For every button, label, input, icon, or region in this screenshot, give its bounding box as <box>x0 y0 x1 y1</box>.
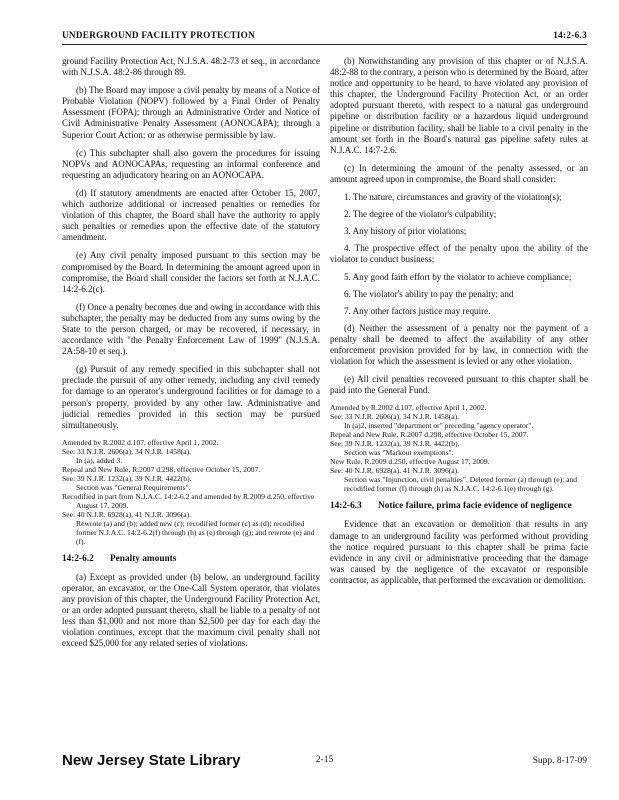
note-line: See: 33 N.J.R. 2606(a), 34 N.J.R. 1458(a). <box>62 446 192 456</box>
section-title: Notice failure, prima facie evidence of negligence <box>378 501 572 512</box>
paragraph: (a) Except as provided under (b) below, an underground facility operator, an excavator, or the One-Call System operator, that violates any provision of this chapter, the Underground Facility Protection Act, or an order adopted pursuant thereto, shall be liable to a penalty of not less than $1,000 and not more than $2,500 per day for each day the violation continues, except that the maximum civil penalty shall not exceed $25,000 for any related series of violations. <box>62 571 320 649</box>
paragraph: (b) The Board may impose a civil penalty by means of a Notice of Probable Violation (NOPV) followed by a Final Order of Penalty Assessment (FOPA); through an Administrative Order and Notice of Civil Administrative Penalty Assessment (AONOCAPA); through a Superior Court Action; or as otherwise permissible by law. <box>62 85 320 140</box>
paragraph: (g) Pursuit of any remedy specified in this subchapter shall not preclude the pursuit of any other remedy, including any civil remedy for damage to an operator's underground facilities or for damage to a person's property, provided by any other law. Administrative and judicial remedies provided in this section may be pursued simultaneously. <box>62 364 320 430</box>
paragraph: (f) Once a penalty becomes due and owing in accordance with this subchapter, the penalty may be deducted from any sums owing by the State to the person charged, or may be recovered, if necessary, in accordance with "the Penalty Enforcement Law of 1999" (N.J.S.A. 2A:58-10 et seq.). <box>62 301 320 357</box>
library-watermark: New Jersey State Library <box>62 752 241 769</box>
list-item: 5. Any good faith effort by the violator to achieve compliance; <box>344 271 572 282</box>
section-heading <box>330 501 588 512</box>
section-heading <box>62 554 320 565</box>
paragraph: (c) In determining the amount of the penalty assessed, or an amount agreed upon in compromise, the Board shall consider: <box>330 162 588 184</box>
note-line: Section was "General Requirements". <box>76 482 191 492</box>
header-rule <box>62 44 587 45</box>
paragraph: (e) Any civil penalty imposed pursuant to this section may be compromised by the Board. In determining the amount agreed upon in compromise, the Board shall consider the factors set forth at N.J.A.C. 14:2-6.2(c). <box>62 250 320 294</box>
paragraph: (d) Neither the assessment of a penalty nor the payment of a penalty shall be deemed to affect the availability of any other enforcement provision provided for by law, in connection with the violation for which the assessment is levied or any other violation. <box>330 322 588 367</box>
history-note <box>330 403 588 493</box>
paragraph: (b) Notwithstanding any provision of this chapter or of N.J.S.A. 48:2-88 to the contrary, a person who is determined by the Board, after notice and opportunity to be heard, to have violated any provision of this chapter, the Underground Facility Protection Act, or an order adopted pursuant thereto, with respect to a natural gas underground pipeline or distribution facility or a hazardous liquid underground pipeline or distribution facility, shall be liable to a civil penalty in the amount set forth in the Board's natural gas pipeline safety rules at N.J.A.C. 14:7-2.6. <box>330 56 588 155</box>
supplement-date: Supp. 8-17-09 <box>532 756 587 766</box>
section-number: 14:2-6.2 <box>62 553 94 564</box>
note-line: See: 40 N.J.R. 6928(a), 41 N.J.R. 3096(a). <box>62 509 192 519</box>
note-line: In (a)2, inserted "department or" preceding "agency operator". <box>344 421 534 431</box>
header-title: UNDERGROUND FACILITY PROTECTION <box>62 30 256 40</box>
page-footer <box>62 752 587 772</box>
header-section-number: 14:2-6.3 <box>553 30 587 40</box>
paragraph: (c) This subchapter shall also govern the procedures for issuing NOPVs and AONOCAPAs, requesting an informal conference and requesting an adjudicatory hearing on an AONOCAPA. <box>62 147 320 180</box>
history-note <box>62 438 320 546</box>
note-line: See: 39 N.J.R. 1232(a), 39 N.J.R. 4422(b). <box>330 439 460 449</box>
running-header <box>62 30 587 40</box>
note-line: Amended by R.2002 d.107, effective April 1, 2002. <box>62 437 219 447</box>
note-line: Section was "Injunction, civil penalties". Deleted former (a) through (e); and recodified former (f) through (h) as N.J.A.C. 14:2-6.1(e) through (g). <box>344 475 578 494</box>
right-column <box>330 56 588 593</box>
note-line: Rewrote (a) and (b); added new (c); recodified former (c) as (d); recodified former N.J.A.C. 14:2-6.2(f) through (h) as (e) through (g); and rewrote (e) and (f). <box>76 518 315 546</box>
paragraph: Evidence that an excavation or demolition that results in any damage to an underground facility was performed without providing the notice required pursuant to this chapter shall be prima facie evidence in any civil or administrative proceeding that the damage was caused by the negligence of the excavator or responsible contractor, as applicable, that performed the excavation or demolition. <box>330 519 588 585</box>
paragraph: (e) All civil penalties recovered pursuant to this chapter shall be paid into the General Fund. <box>330 374 588 396</box>
note-line: See: 33 N.J.R. 2606(a), 34 N.J.R. 1458(a). <box>330 412 460 422</box>
note-line: Recodified in part from N.J.A.C. 14:2-6.2 and amended by R.2009 d.250, effective August 17, 2009. <box>62 491 315 510</box>
list-item: 2. The degree of the violator's culpability; <box>344 209 497 220</box>
list-item: 7. Any other factors justice may require. <box>344 305 491 316</box>
note-line: In (a), added 3. <box>76 455 123 465</box>
list-item: 4. The prospective effect of the penalty upon the ability of the violator to conduct business; <box>330 243 588 265</box>
paragraph: (d) If statutory amendments are enacted after October 15, 2007, which authorize additional or increased penalties or remedies for violation of this chapter, the Board shall have the authority to apply such penalties or remedies upon the effective date of the statutory amendment. <box>62 187 320 243</box>
section-number: 14:2-6.3 <box>330 501 362 512</box>
paragraph: ground Facility Protection Act, N.J.S.A. 48:2-73 et seq., in accordance with N.J.S.A. 48:2-86 through 89. <box>62 56 320 78</box>
note-line: Section was "Markout exemptions". <box>344 448 454 458</box>
note-line: See: 39 N.J.R. 1232(a), 39 N.J.R. 4422(b). <box>62 473 192 483</box>
left-column <box>62 56 320 657</box>
note-line: New Rule, R.2009 d.250, effective August 17, 2009. <box>330 457 490 467</box>
note-line: Amended by R.2002 d.107, effective April 1, 2002. <box>330 403 487 413</box>
note-line: See: 40 N.J.R. 6928(a), 41 N.J.R. 3096(a). <box>330 466 460 476</box>
list-item: 6. The violator's ability to pay the penalty; and <box>344 288 514 299</box>
note-line: Repeal and New Rule, R.2007 d.298, effective October 15, 2007. <box>62 464 261 474</box>
note-line: Repeal and New Rule, R.2007 d.298, effective October 15, 2007. <box>330 430 529 440</box>
section-title: Penalty amounts <box>110 553 177 564</box>
list-item: 1. The nature, circumstances and gravity of the violation(s); <box>344 192 562 203</box>
page-number: 2-15 <box>315 755 334 765</box>
list-item: 3. Any history of prior violations; <box>344 226 467 237</box>
